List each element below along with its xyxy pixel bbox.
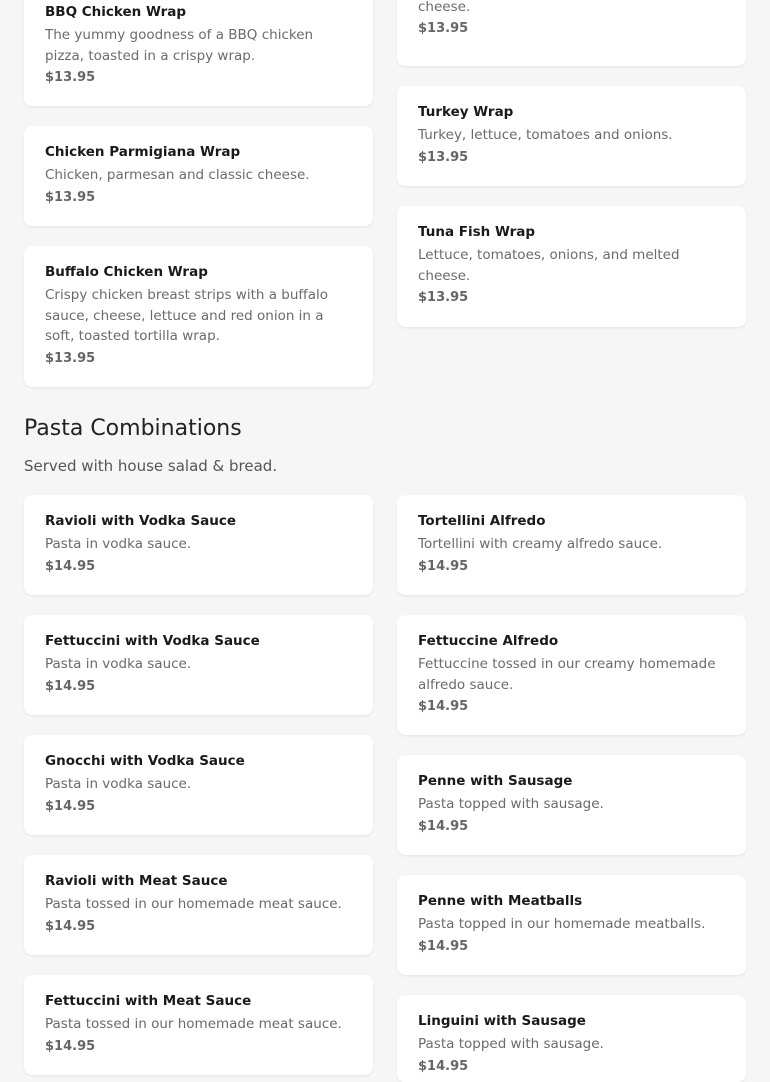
menu-item-name: Ravioli with Meat Sauce bbox=[45, 873, 228, 889]
menu-item-name: Ravioli with Vodka Sauce bbox=[45, 513, 237, 529]
section-subtitle: Served with house salad & bread. bbox=[24, 457, 278, 475]
menu-item-card[interactable] bbox=[24, 615, 373, 715]
menu-item-name: Fettuccini with Meat Sauce bbox=[45, 993, 252, 1009]
menu-item-price: $14.95 bbox=[45, 918, 96, 934]
menu-item-description: Pasta topped in our homemade meatballs. bbox=[418, 916, 706, 932]
menu-item-name: Fettuccini with Vodka Sauce bbox=[45, 633, 260, 649]
menu-item-price: $13.95 bbox=[418, 149, 469, 165]
menu-item-name: Chicken Parmigiana Wrap bbox=[45, 144, 241, 160]
menu-item-price: $14.95 bbox=[418, 938, 469, 954]
menu-item-name: Penne with Sausage bbox=[418, 773, 573, 789]
menu-item-price: $14.95 bbox=[45, 558, 96, 574]
menu-item-name: Gnocchi with Vodka Sauce bbox=[45, 753, 245, 769]
menu-item-price: $14.95 bbox=[418, 699, 469, 714]
menu-item-name: Penne with Meatballs bbox=[418, 893, 583, 909]
menu-item-price: $14.95 bbox=[418, 558, 469, 574]
menu-item-price: $14.95 bbox=[45, 678, 96, 694]
menu-item-card[interactable] bbox=[24, 855, 373, 955]
menu-item-card[interactable] bbox=[397, 495, 746, 595]
menu-item-name: Tuna Fish Wrap bbox=[418, 224, 536, 240]
menu-item-description: Crispy chicken breast strips with a buffalo sauce, cheese, lettuce and red onion in a soft, toasted tortilla wrap. bbox=[45, 287, 328, 344]
menu-item-card[interactable] bbox=[24, 495, 373, 595]
menu-item-description: Tortellini with creamy alfredo sauce. bbox=[418, 536, 663, 552]
menu-item-card[interactable] bbox=[397, 995, 746, 1082]
menu-item-name: Tortellini Alfredo bbox=[418, 513, 546, 529]
menu-item-card[interactable] bbox=[24, 0, 373, 106]
menu-item-price: $13.95 bbox=[418, 290, 469, 305]
menu-item-price: $14.95 bbox=[45, 798, 96, 814]
menu-item-card[interactable] bbox=[24, 246, 373, 387]
menu-item-description: Fettuccine tossed in our creamy homemade alfredo sauce. bbox=[418, 656, 716, 693]
menu-item-description: Chicken, parmesan and classic cheese. bbox=[45, 167, 310, 183]
menu-item-card[interactable] bbox=[397, 875, 746, 975]
menu-item-price: $14.95 bbox=[45, 1038, 96, 1054]
menu-item-description: Pasta topped with sausage. bbox=[418, 796, 604, 812]
menu-item-description: Pasta topped with sausage. bbox=[418, 1036, 604, 1052]
menu-item-description: Pasta tossed in our homemade meat sauce. bbox=[45, 1016, 342, 1032]
menu-item-price: $13.95 bbox=[45, 70, 96, 85]
menu-item-card[interactable] bbox=[24, 735, 373, 835]
menu-item-card[interactable] bbox=[397, 755, 746, 855]
menu-item-description: Pasta in vodka sauce. bbox=[45, 776, 192, 792]
menu-item-name: BBQ Chicken Wrap bbox=[45, 4, 187, 20]
menu-item-card[interactable] bbox=[24, 975, 373, 1075]
menu-item-description: Lettuce, tomatoes, onions, and melted cheese. bbox=[418, 247, 680, 284]
menu-item-name: Turkey Wrap bbox=[418, 104, 514, 120]
menu-item-price: $13.95 bbox=[45, 350, 96, 366]
menu-item-description: Pasta in vodka sauce. bbox=[45, 656, 192, 672]
menu-item-description: The yummy goodness of a BBQ chicken pizza, toasted in a crispy wrap. bbox=[45, 27, 314, 64]
menu-item-card[interactable] bbox=[397, 206, 746, 327]
menu-item-name: Fettuccine Alfredo bbox=[418, 633, 559, 649]
menu-item-description: cheese. bbox=[418, 0, 471, 15]
menu-item-description: Pasta in vodka sauce. bbox=[45, 536, 192, 552]
menu-item-price: $13.95 bbox=[45, 189, 96, 205]
menu-item-name: Buffalo Chicken Wrap bbox=[45, 264, 208, 280]
menu-item-description: Turkey, lettuce, tomatoes and onions. bbox=[418, 127, 673, 143]
menu-item-description: Pasta tossed in our homemade meat sauce. bbox=[45, 896, 342, 912]
section-title: Pasta Combinations bbox=[24, 416, 242, 441]
menu-item-name: Linguini with Sausage bbox=[418, 1013, 586, 1029]
menu-item-price: $13.95 bbox=[418, 21, 469, 36]
menu-item-card[interactable] bbox=[397, 615, 746, 735]
menu-item-card[interactable] bbox=[397, 0, 746, 66]
menu-item-price: $14.95 bbox=[418, 1058, 469, 1074]
menu-item-price: $14.95 bbox=[418, 818, 469, 834]
menu-item-card[interactable] bbox=[397, 86, 746, 186]
menu-item-card[interactable] bbox=[24, 126, 373, 226]
